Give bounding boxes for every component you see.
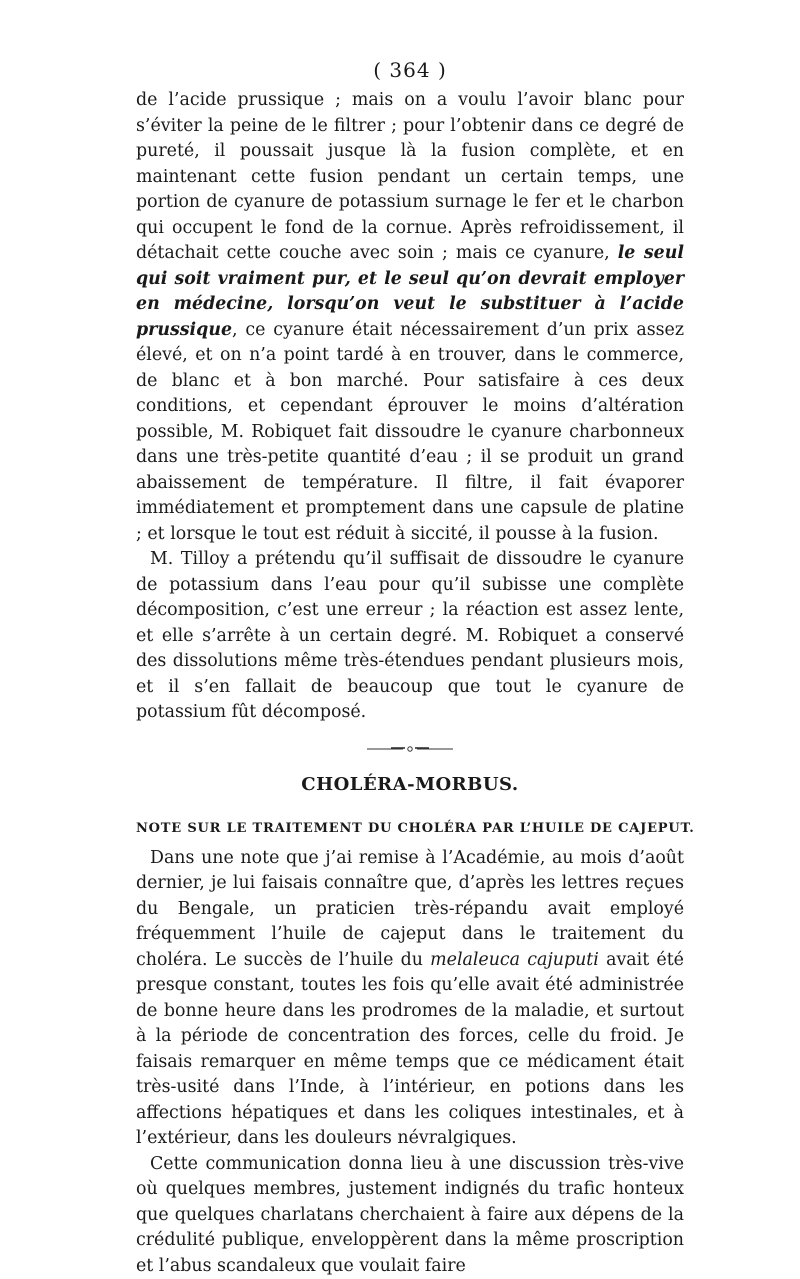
paragraph-text: avait été presque constant, toutes les fois qu’elle avait été administrée de bonne heure dans les prodromes de la maladie, et surtout à la période de concentration des forces, celle du froid. Je faisais remarquer en même temps que ce médicament était très-usité dans l’Inde, à l’intérieur, en potions dans les affections hépatiques et dans les coliques intestinales, et à l’extérieur, dans les douleurs névralgiques. [136,950,684,1149]
divider-ornament-icon [365,744,455,754]
paragraph-cajeput-note [136,846,684,1152]
section-divider [136,744,684,754]
paragraph-tilloy: M. Tilloy a prétendu qu’il suffisait de dissoudre le cyanure de potassium dans l’eau pour qu’il subisse une complète décomposition, c’est une erreur ; la réaction est assez lente, et elle s’arrête à un certain degré. M. Robiquet a conservé des dissolutions même très-étendues pendant plusieurs mois, et il s’en fallait de beaucoup que tout le cyanure de potassium fût décomposé. [136,547,684,726]
paragraph-communication: Cette communication donna lieu à une discussion très-vive où quelques membres, justement indignés du trafic honteux que quelques charlatans cherchaient à faire aux dépens de la crédulité publique, enveloppèrent dans la même proscription et l’abus scandaleux que voulait faire [136,1152,684,1279]
paragraph-text: Dans une note que j’ai remise à l’Académie, au mois d’août dernier, je lui faisais connaître que, d’après les lettres reçues du Bengale, un praticien très-répandu avait employé fréquemment l’huile de cajeput dans le traitement du choléra. Le succès de l’huile du [136,848,684,970]
paragraph-cyanure-preparation [136,88,684,547]
emphasized-text: le seul qui soit vraiment pur, et le seul qu’on devrait employer en médecine, lorsqu’on veut le substituer à l’acide prussique [136,243,684,340]
paragraph-text: de l’acide prussique ; mais on a voulu l’avoir blanc pour s’éviter la peine de le filtrer ; pour l’obtenir dans ce degré de pureté, il poussait jusque là la fusion complète, et en maintenant cette fusion pendant un certain temps, une portion de cyanure de potassium surnage le fer et le charbon qui occupent le fond de la cornue. Après refroidissement, il détachait cette couche avec soin ; mais ce cyanure, [136,90,684,263]
book-page [136,58,684,1279]
note-title: NOTE SUR LE TRAITEMENT DU CHOLÉRA PAR L’HUILE DE CAJEPUT. [136,821,684,836]
paragraph-text: , ce cyanure était nécessairement d’un prix assez élevé, et on n’a point tardé à en trouver, dans le commerce, de blanc et à bon marché. Pour satisfaire à ces deux conditions, et cependant éprouver le moins d’altération possible, M. Robiquet fait dissoudre le cyanure charbonneux dans une très-petite quantité d’eau ; il se produit un grand abaissement de température. Il filtre, il fait évaporer immédiatement et promptement dans une capsule de platine ; et lorsque le tout est réduit à siccité, il pousse à la fusion. [136,320,684,544]
italic-text: melaleuca cajuputi [430,950,599,970]
section-title: CHOLÉRA-MORBUS. [136,774,684,795]
page-number: ( 364 ) [136,58,684,82]
